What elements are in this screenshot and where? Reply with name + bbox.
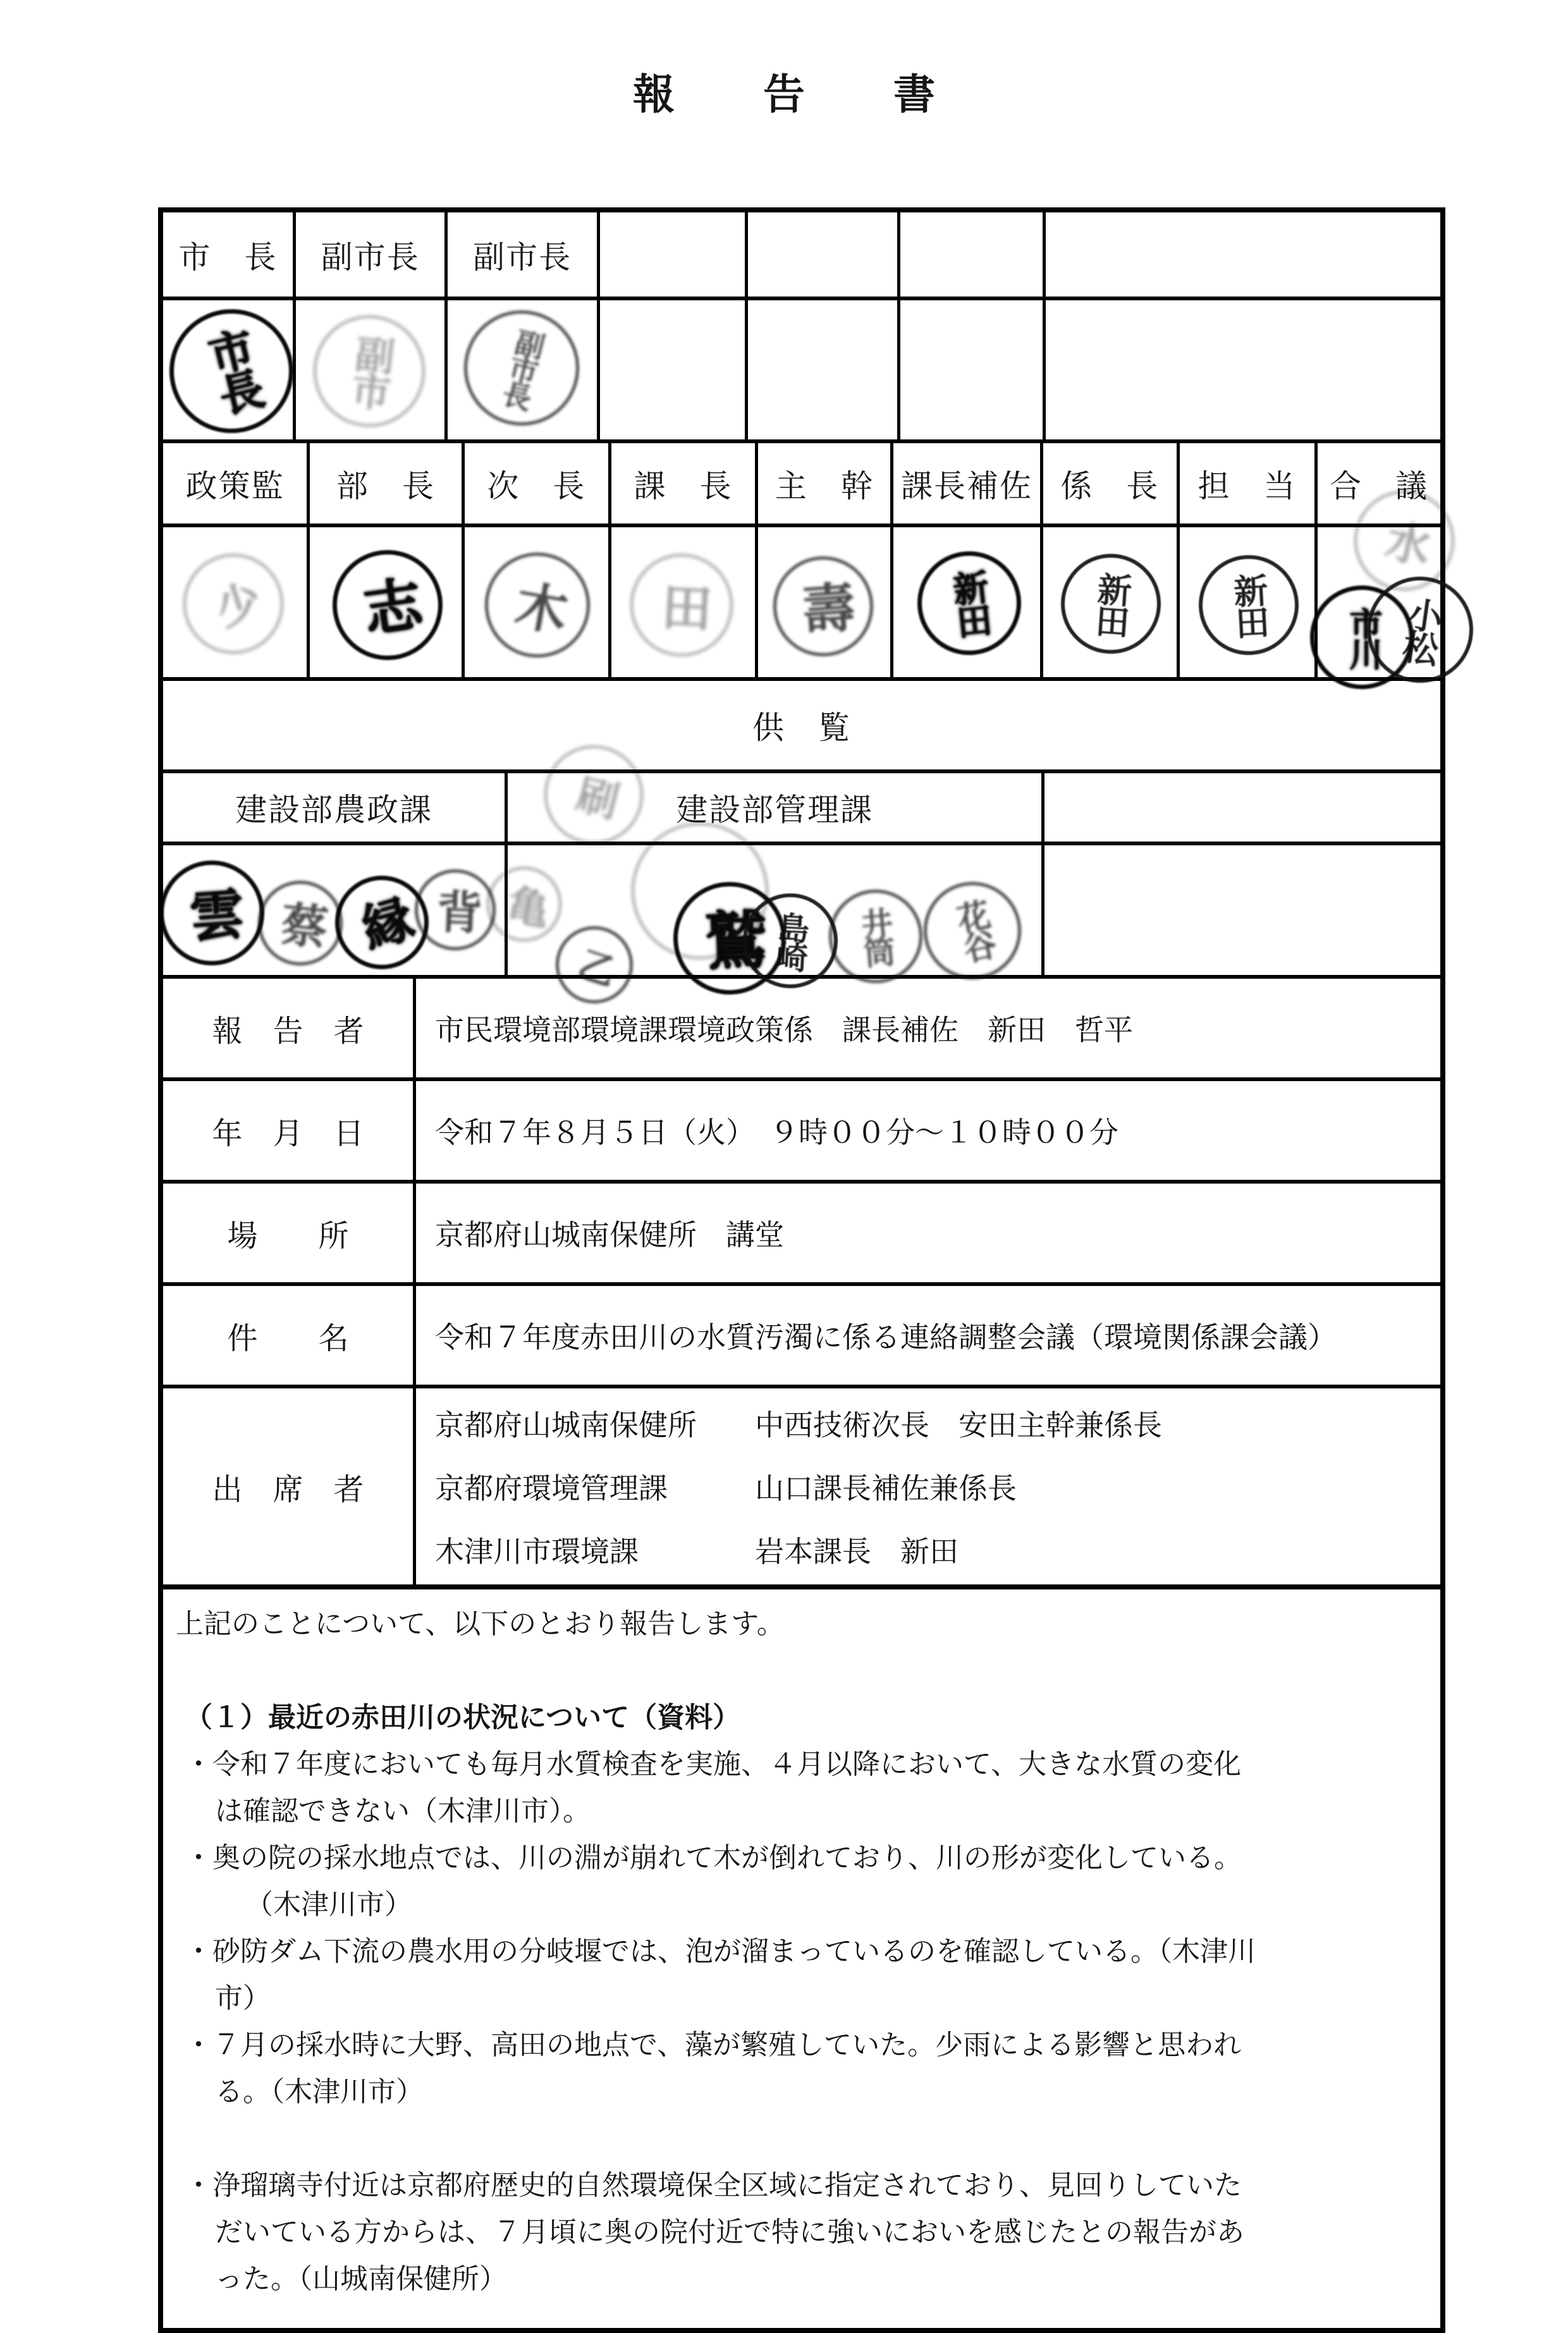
subject-value: 令和７年度赤田川の水質汚濁に係る連絡調整会議（環境関係課会議）: [434, 1321, 1337, 1354]
date-value: 令和７年８月５日（火） ９時００分～１０時００分: [434, 1117, 1118, 1149]
stamp-cell-empty: [600, 300, 748, 439]
date-label: 年 月 日: [163, 1081, 416, 1180]
seal-stamp: 蔡: [254, 876, 346, 969]
approval-role-deputy-mayor-1: 副市長: [296, 212, 448, 297]
stamp-cell-empty: [1044, 845, 1440, 975]
seal-stamp: 縁: [324, 864, 439, 980]
place-label: 場 所: [163, 1184, 416, 1282]
stamp-cell: [1180, 527, 1318, 677]
body-line-blank: [171, 2116, 1425, 2162]
attendees-label: 出 席 者: [163, 1388, 416, 1584]
date-row: [163, 1081, 1440, 1184]
body-line: った。（山城南保健所）: [215, 2263, 507, 2294]
approval-role-empty: [900, 212, 1046, 297]
seal-stamp: 鷲: [671, 880, 788, 996]
seal-stamp: 新田: [1196, 553, 1301, 658]
approval-role-deputy-head: 次 長: [465, 443, 611, 524]
body-line: ・奥の院の採水地点では、川の淵が崩れて木が倒れており、川の形が変化している。: [185, 1842, 1242, 1873]
body-line: ・砂防ダム下流の農水用の分岐堰では、泡が溜まっているのを確認している。（木津川: [185, 1936, 1256, 1967]
approval-role-assistant-chief: 課長補佐: [893, 443, 1043, 524]
seal-stamp: 小松: [1360, 570, 1480, 690]
approval-role-consultation: 合 議: [1329, 468, 1428, 504]
stamp-cell: [1043, 527, 1180, 677]
seal-stamp: 井筒: [825, 886, 926, 987]
body-line: ・令和７年度においても毎月水質検査を実施、４月以降において、大きな水質の変化: [185, 1749, 1242, 1780]
department-header-row: [163, 773, 1440, 845]
stamp-cell: [163, 300, 296, 439]
reporter-label: 報 告 者: [163, 979, 416, 1077]
reporter-value: 市民環境部環境課環境政策係 課長補佐 新田 哲平: [434, 1014, 1133, 1046]
seal-stamp: 市川: [1310, 585, 1414, 689]
stamp-cell: [163, 527, 310, 677]
seal-stamp: 島崎: [741, 891, 841, 991]
attendees-row: [163, 1388, 1440, 1589]
body-line: 上記のことについて、以下のとおり報告します。: [176, 1608, 785, 1639]
stamp-cell: [611, 527, 758, 677]
scanned-report-page: [0, 61, 1568, 2294]
seal-stamp: 新田: [1057, 551, 1164, 658]
body-line: ・浄瑠璃寺付近は京都府歴史的自然環境保全区域に指定されており、見回りしていた: [185, 2170, 1242, 2201]
approval-role-deputy-mayor-2: 副市長: [448, 212, 599, 297]
place-value: 京都府山城南保健所 講堂: [434, 1219, 784, 1251]
dept-empty: [1044, 773, 1440, 842]
seal-stamp: 志: [326, 543, 450, 668]
stamp-cell-consultation: [1318, 515, 1444, 677]
stamp-cell-empty: [748, 300, 900, 439]
approval-role-policy-director: 政策監: [163, 443, 310, 524]
page-title: 報告書: [633, 72, 1024, 118]
approval-stamp-row-2: [163, 515, 1444, 681]
subject-row: [163, 1286, 1440, 1388]
body-line: 市）: [215, 1983, 271, 2014]
seal-stamp: 花谷: [915, 873, 1031, 989]
place-row: [163, 1184, 1440, 1286]
approval-role-mayor: 市 長: [163, 212, 296, 297]
subject-label: 件 名: [163, 1286, 416, 1385]
seal-stamp: 木: [477, 544, 598, 666]
dept-management-label: 建設部管理課: [508, 773, 1044, 842]
circulation-row: [163, 681, 1440, 773]
approval-role-empty-wide: [1046, 212, 1440, 297]
stamp-cell: [893, 527, 1043, 677]
attendee-line: 京都府山城南保健所 中西技術次長 安田主幹兼係長: [434, 1409, 1162, 1442]
stamp-cell: [448, 300, 599, 439]
seal-stamp: 雲: [156, 857, 267, 969]
seal-stamp: 新田: [912, 546, 1026, 660]
reporter-row: [163, 979, 1440, 1081]
seal-stamp: 副市: [308, 310, 430, 432]
seal-stamp: 亀: [481, 861, 568, 948]
body-line: ・７月の採水時に大野、高田の地点で、藻が繁殖していた。少雨による影響と思われ: [185, 2030, 1242, 2061]
approval-header-row-1: [163, 212, 1440, 300]
seal-stamp: 乙: [546, 916, 644, 1013]
stamp-cell-empty: [1046, 300, 1440, 439]
approval-role-empty: [600, 212, 748, 297]
approval-role-dept-head: 部 長: [310, 443, 464, 524]
attendees-value: [416, 1388, 1440, 1584]
body-line: る。（木津川市）: [215, 2076, 424, 2107]
stamp-cell: [465, 527, 611, 677]
seal-stamp: 副市長: [452, 298, 592, 438]
approval-stamp-row-1: [163, 300, 1440, 443]
stamp-cell-empty: [900, 300, 1046, 439]
approval-role-subsection-chief: 係 長: [1043, 443, 1180, 524]
stamp-cell: [296, 300, 448, 439]
seal-stamp: 背: [413, 868, 497, 952]
stamp-cell-agriculture: [163, 845, 551, 975]
body-section-heading: （１）最近の赤田川の状況について（資料）: [185, 1702, 741, 1733]
dept-agriculture-label: 建設部農政課: [163, 773, 508, 842]
approval-role-empty: [748, 212, 900, 297]
body-line: は確認できない（木津川市）。: [215, 1796, 591, 1827]
approval-role-staff: 担 当: [1180, 443, 1318, 524]
body-line: （木津川市）: [245, 1889, 412, 1920]
report-approval-sheet: [158, 207, 1445, 2333]
approval-header-row-2: [163, 443, 1440, 527]
circulation-label: 供 覧: [752, 710, 851, 745]
report-body: [163, 1589, 1440, 2328]
attendee-line: 京都府環境管理課 山口課長補佐兼係長: [434, 1473, 1017, 1505]
stamp-cell: [758, 527, 893, 677]
seal-stamp: 刷: [534, 735, 654, 854]
seal-stamp: 水: [1345, 481, 1463, 599]
body-line-blank: [171, 1648, 1425, 1694]
approval-role-section-chief: 課 長: [611, 443, 758, 524]
seal-stamp: 市長: [156, 296, 307, 446]
seal-stamp: 少: [170, 541, 296, 666]
seal-stamp: 田: [628, 551, 735, 659]
stamp-cell: [310, 527, 464, 677]
approval-role-senior-staff: 主 幹: [758, 443, 893, 524]
seal-stamp: 壽: [770, 553, 877, 660]
attendee-line: 木津川市環境課 岩本課長 新田: [434, 1536, 959, 1568]
body-line: だいている方からは、７月頃に奥の院付近で特に強いにおいを感じたとの報告があ: [215, 2217, 1244, 2248]
